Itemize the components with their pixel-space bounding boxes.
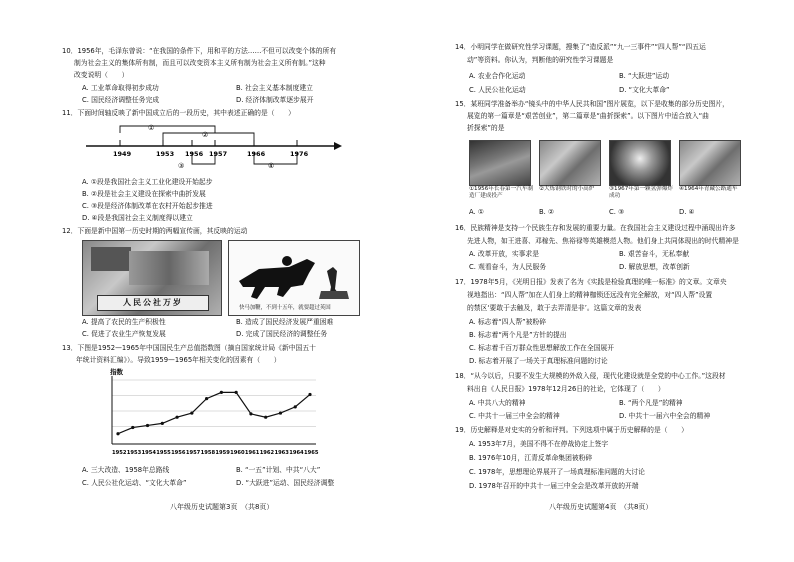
q14-option-b: B. “大跃进”运动: [619, 72, 670, 80]
q12-option-c: C. 促进了农业生产恢复发展: [82, 330, 166, 338]
timeline-year-1956: 1956: [185, 150, 204, 158]
crowd-graphic: [129, 251, 209, 285]
timeline-year-1953: 1953: [156, 150, 175, 158]
chart-point: [308, 393, 311, 396]
chart-point: [279, 411, 282, 414]
q17-option-d: D. 标志着开展了一场关于真理标准问题的讨论: [469, 357, 608, 365]
photo-qinghai-tibet-road: [679, 140, 741, 186]
q15-stem-line1: 15．某班同学准备举办“镜头中的中华人民共和国”图片展览，以下是收集的部分历史图片，: [455, 100, 729, 108]
chart-y-label: 指数: [110, 368, 123, 376]
chart-x-tick-label: 1953: [126, 450, 142, 456]
q10-stem-line3: 改变说明（ ）: [74, 71, 129, 79]
chart-x-tick-label: 1952: [112, 450, 127, 456]
q10-option-c: C. 国民经济调整任务完成: [82, 96, 160, 104]
timeline-marker-2: ②: [202, 131, 209, 139]
q18-option-b: B. “两个凡是”的精神: [619, 399, 683, 407]
q13-option-c: C. 人民公社化运动、“文化大革命”: [82, 479, 187, 487]
q11-option-c: C. ③段是经济体制改革在农村开始起步推进: [82, 202, 213, 210]
q15-option-c: C. ③: [609, 208, 625, 216]
q16-option-a: A. 改革开放，实事求是: [469, 250, 540, 258]
chart-x-tick-label: 1961: [244, 450, 260, 456]
q17-option-c: C. 标志着千百万群众性思想解放工作在全国展开: [469, 344, 615, 352]
chart-x-tick-label: 1960: [230, 450, 245, 456]
chart-x-tick-label: 1956: [171, 450, 186, 456]
q11-timeline: [82, 120, 342, 176]
q17-option-a: A. 标志着“四人帮”被粉碎: [469, 318, 547, 326]
q10-stem-line2: 制为社会主义的集体所有制，而且可以改变资本主义所有制为社会主义所有制。”这种: [74, 59, 326, 67]
timeline-year-1949: 1949: [113, 150, 132, 158]
q14-option-a: A. 农业合作化运动: [469, 72, 526, 80]
q13-option-a: A. 三大改造、1958年总路线: [82, 466, 170, 474]
timeline-marker-4: ④: [268, 162, 275, 170]
q14-option-d: D. “文化大革命”: [619, 86, 670, 94]
chart-x-tick-label: 1958: [200, 450, 216, 456]
photo-auto-factory: [469, 140, 531, 186]
q11-stem: 11．下面时间轴反映了新中国成立后的一段历史，其中表述正确的是（ ）: [62, 109, 295, 117]
q12-option-b: B. 造成了国民经济发展严重困难: [236, 318, 334, 326]
timeline-year-1957: 1957: [209, 150, 228, 158]
q16-stem-line1: 16．民族精神是支持一个民族生存和发展的重要力量。在我国社会主义建设过程中涌现出许多: [455, 224, 736, 232]
chart-x-tick-label: 1959: [215, 450, 230, 456]
q16-stem-line2: 先进人物，如王进喜、邓稼先、焦裕禄等英雄模范人物。他们身上共同体现出的时代精神是: [467, 237, 739, 245]
chart-point: [205, 397, 208, 400]
q11-option-a: A. ①段是我国社会主义工业化建设开始起步: [82, 178, 213, 186]
q19-stem: 19．历史解释是对史实的分析和评判。下列选项中属于历史解释的是（ ）: [455, 426, 688, 434]
q15-option-b: B. ②: [539, 208, 555, 216]
photo-hydrogen-bomb: [609, 140, 671, 186]
chart-x-tick-label: 1957: [185, 450, 201, 456]
chart-x-tick-label: 1955: [156, 450, 171, 456]
commune-propaganda-image: [82, 240, 222, 316]
q14-stem-line1: 14．小明同学在做研究性学习课题，搜集了“造反派”“九一三事件”“四人帮”“四五运: [455, 43, 706, 51]
q11-option-d: D. ④段是我国社会主义制度得以建立: [82, 214, 193, 222]
photo-caption-4: ④1964年青藏公路通车: [679, 186, 738, 192]
photo-caption-2: ②大炼钢铁时的小高炉: [539, 186, 595, 192]
q16-option-d: D. 解放思想，改革创新: [619, 263, 690, 271]
timeline-year-1966: 1966: [247, 150, 266, 158]
q18-stem-line2: 料出自《人民日报》1978年12月26日的社论，它体现了（ ）: [467, 385, 665, 393]
photo-backyard-furnace: [539, 140, 601, 186]
chart-point: [220, 391, 223, 394]
q15-option-a: A. ①: [469, 208, 484, 216]
chart-x-tick-label: 1963: [274, 450, 289, 456]
q17-option-b: B. 标志着“两个凡是”方针的提出: [469, 331, 567, 339]
q13-option-d: D. “大跃进”运动、国民经济调整: [236, 479, 335, 487]
q16-option-b: B. 艰苦奋斗，无私奉献: [619, 250, 690, 258]
q17-stem-line3: 的禁区‘要敢于去触及，敢于去弄清是非’。这篇文章的发表: [467, 304, 642, 312]
chart-point: [175, 416, 178, 419]
cartoon-caption: 快马加鞭，不到十五年，就要超过英国: [239, 305, 331, 311]
timeline-marker-1: ①: [148, 124, 155, 132]
q10-option-d: D. 经济体制改革逐步展开: [236, 96, 314, 104]
gdp-index-chart: [90, 368, 320, 460]
q19-option-a: A. 1953年7月，美国不得不在停战协定上签字: [469, 440, 609, 448]
chart-point: [116, 432, 119, 435]
chart-point: [249, 412, 252, 415]
red-flags-graphic: [91, 247, 131, 271]
q12-option-a: A. 提高了农民的生产积极性: [82, 318, 166, 326]
timeline-year-1976: 1976: [290, 150, 309, 158]
timeline-marker-3: ③: [178, 162, 185, 170]
q14-stem-line2: 动”等资料。你认为，判断他的研究性学习课题是: [467, 56, 614, 64]
q15-stem-line2: 展览的第一篇章是“艰苦创业”，第二篇章是“曲折探索”。以下图片中适合放入“曲: [467, 112, 709, 120]
q10-stem-line1: 10．1956年，毛泽东曾说：“在我国的条件下，用和平的方法……不但可以改变个体的所有: [62, 47, 337, 55]
left-page-footer: 八年级历史试题第3页 （共8页）: [170, 503, 274, 511]
chart-point: [190, 411, 193, 414]
q10-option-b: B. 社会主义基本制度建立: [236, 84, 313, 92]
q17-stem-line1: 17．1978年5月，《光明日报》发表了名为《实践是检验真理的唯一标准》的文章。文章央: [455, 278, 727, 286]
q12-option-d: D. 完成了国民经济的调整任务: [236, 330, 328, 338]
q18-option-a: A. 中共八大的精神: [469, 399, 526, 407]
q15-option-d: D. ④: [679, 208, 695, 216]
q19-option-d: D. 1978年召开的中共十一届三中全会是改革开放的开端: [469, 482, 639, 490]
q19-option-b: B. 1976年10月，江青反革命集团被粉碎: [469, 454, 593, 462]
q13-stem-line2: 年统计资料汇编》）。导致1959—1965年相关变化的因素有（ ）: [76, 356, 281, 364]
photo-caption-3: ③1967年第一颗氢弹爆炸成功: [609, 186, 674, 199]
chart-point: [161, 422, 164, 425]
q14-option-c: C. 人民公社化运动: [469, 86, 526, 94]
chart-point: [131, 426, 134, 429]
q19-option-c: C. 1978年，思想理论界展开了一场真理标准问题的大讨论: [469, 468, 645, 476]
chart-x-tick-label: 1965: [304, 450, 319, 456]
right-page-footer: 八年级历史试题第4页 （共8页）: [549, 503, 653, 511]
q12-stem: 12．下面是新中国第一历史时期的两幅宣传画，其反映的运动: [62, 227, 248, 235]
q18-option-d: D. 中共十一届六中全会的精神: [619, 412, 711, 420]
chart-x-tick-label: 1964: [289, 450, 304, 456]
q16-option-c: C. 观看奋斗，为人民服务: [469, 263, 547, 271]
q13-option-b: B. “一五”计划、中共“八大”: [236, 466, 321, 474]
q17-stem-line2: 视地指出：“四人帮”加在人们身上的精神枷锁还远没有完全解放，对“四人帮”设置: [467, 291, 713, 299]
q10-option-a: A. 工业革命取得初步成功: [82, 84, 159, 92]
chart-x-tick-label: 1954: [141, 450, 156, 456]
commune-banner: 人民公社万岁: [97, 295, 209, 311]
q13-stem-line1: 13．下图是1952—1965年中国国民生产总值指数图（摘自国家统计局《新中国五十: [62, 344, 316, 352]
chart-point: [294, 405, 297, 408]
chart-point: [264, 416, 267, 419]
q15-stem-line3: 折探索”的是: [467, 124, 505, 132]
q11-option-b: B. ②段是社会主义建设在探索中曲折发展: [82, 190, 206, 198]
photo-caption-1: ①1956年长春第一汽车制造厂建成投产: [469, 186, 534, 199]
horse-cartoon-drawing: [229, 241, 359, 315]
horse-cartoon-image: [228, 240, 360, 316]
q18-stem-line1: 18．“从今以后，只要不发生大规模的外敌入侵，现代化建设就是全党的中心工作。”这段材: [455, 372, 726, 380]
chart-point: [146, 424, 149, 427]
chart-point: [235, 391, 238, 394]
chart-x-tick-label: 1962: [259, 450, 275, 456]
q18-option-c: C. 中共十一届三中全会的精神: [469, 412, 560, 420]
